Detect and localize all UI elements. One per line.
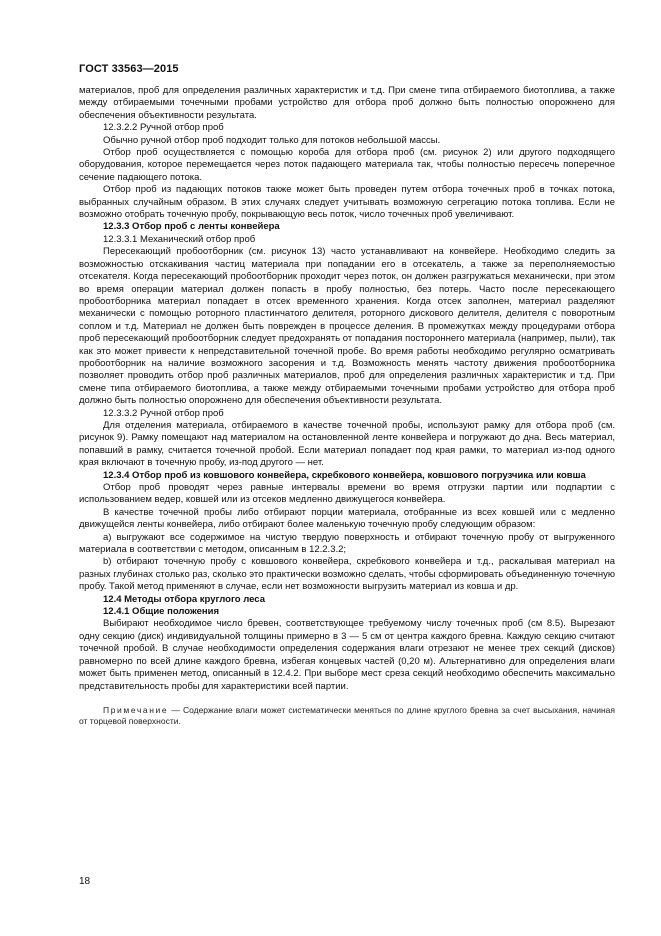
section-heading: 12.3.2.2 Ручной отбор проб [103,122,224,134]
note-label: Примечание [103,704,169,715]
section-heading: 12.3.3.1 Механический отбор проб [103,233,256,245]
paragraph: В качестве точечной пробы либо отбирают порции материала, отобранные из всех ковшей или с медленно движущейся ленты конвейера, либо отбирают более маленькую точечную пробу следующим образом: [79,506,615,531]
list-item: b) отбирают точечную пробу с ковшового конвейера, скребкового конвейера и т.д., раскалывая материал на разных глубинах столько раз, сколько это практически возможно сделать, чтобы сформировать объединенную точечную пробу. Такой метод применяют в случае, если нет возможности выгрузить материал из ковша и др. [79,556,615,593]
section-heading: 12.4 Методы отбора круглого леса [103,593,265,605]
page-number: 18 [79,876,91,887]
section-heading: 12.3.3.2 Ручной отбор проб [103,407,224,419]
paragraph: Отбор проб проводят через равные интервалы времени во время отгрузки партии или подпартии с использованием ведер, ковшей или из отсеков медленно движущегося конвейера. [79,482,615,506]
document-body [79,85,615,728]
paragraph: материалов, проб для определения различных характеристик и т.д. При смене типа отбираемого биотоплива, а также между отбираемыми точечными пробами устройство для отбора проб должно быть полностью опорожнено для обеспечения объективности результата. [79,85,615,121]
paragraph: Отбор проб осуществляется с помощью короба для отбора проб (см. рисунок 2) или другого подходящего оборудования, которое перемещается через поток падающего материала так, чтобы полностью пересечь поперечное сечение падающего потока. [79,147,615,183]
section-heading: 12.3.3 Отбор проб с ленты конвейера [103,221,280,233]
paragraph: Пересекающий пробоотборник (см. рисунок 13) часто устанавливают на конвейере. Необходимо следить за возможностью отскакивания частиц материала при попадании его в отсекатель, а также за переполняемостью отсекателя. Когда пересекающий пробоотборник проходит через поток, он должен разгружаться механически, при этом во время операции материал должен попасть в пробу полностью, без потерь. Часто после пересекающего пробоотборника материал попадает в отсек временного хранения. Когда отсек заполнен, материал разделяют механически с помощью роторного пластинчатого делителя, роторного дискового делителя, делителя с поворотным соплом и т.д. Материал не должен быть поврежден в процессе деления. В промежутках между процедурами отбора проб пересекающий пробоотборник следует предохранять от попадания постороннего материала (например, пыли), так как это может привести к непредставительной точечной пробе. Во время работы необходимо регулярно осматривать пробоотборник на наличие возможного засорения и т.д. Возможность менять частоту движения пробоотборника позволяет проводить отбор проб различных материалов, проб для определения различных характеристик и т.д. При смене типа отбираемого биотоплива, а также между отбираемыми точечными пробами устройство для отбора проб должно быть полностью опорожнено для обеспечения объективности результата. [79,246,615,407]
section-heading: 12.3.4 Отбор проб из ковшового конвейера, скребкового конвейера, ковшового погрузчика или ковша [103,469,586,481]
paragraph: Выбирают необходимое число бревен, соответствующее требуемому числу точечных проб (см 8.5). Вырезают одну секцию (диск) индивидуальной толщины примерно в 3 — 5 см от центра каждого бревна. Каждую секцию считают точечной пробой. В случае необходимости определения содержания влаги отрезают не менее трех секций (дисков) равномерно по всей длине каждого бревна, избегая концевых частей (0,20 м). Альтернативно для определения влаги может быть применен метод, описанный в 12.4.2. При выборе мест среза секций необходимо обеспечить максимально представительность пробы для характеристики всей партии. [79,618,615,692]
note-text: — Содержание влаги может систематически меняться по длине круглого бревна за счет высыхания, начиная от торцевой поверхности. [79,704,615,727]
note [79,705,615,728]
paragraph: Для отделения материала, отбираемого в качестве точечной пробы, используют рамку для отбора проб (см. рисунок 9). Рамку помещают над материалом на остановленной ленте конвейера и погружают до дна. Весь материал, попавший в рамку, считается точечной пробой. Если материал попадает под края рамки, то материал из-под одного края включают в точечную пробу, из-под другого — нет. [79,419,615,469]
paragraph: Отбор проб из падающих потоков также может быть проведен путем отбора точечных проб в точках потока, выбранных случайным образом. В этих случаях следует учитывать возможную сегрегацию потока топлива. Если не возможно отобрать точечную пробу, покрывающую весь поток, число точечных проб увеличивают. [79,184,615,221]
document-header: ГОСТ 33563—2015 [79,63,179,75]
list-item: a) выгружают все содержимое на чистую твердую поверхность и отбирают точечную пробу от выгруженного материала в соответствии с методом, описанным в 12.2.3.2; [79,531,615,556]
paragraph: Обычно ручной отбор проб подходит только для потоков небольшой массы. [103,134,441,146]
section-heading: 12.4.1 Общие положения [103,606,219,618]
